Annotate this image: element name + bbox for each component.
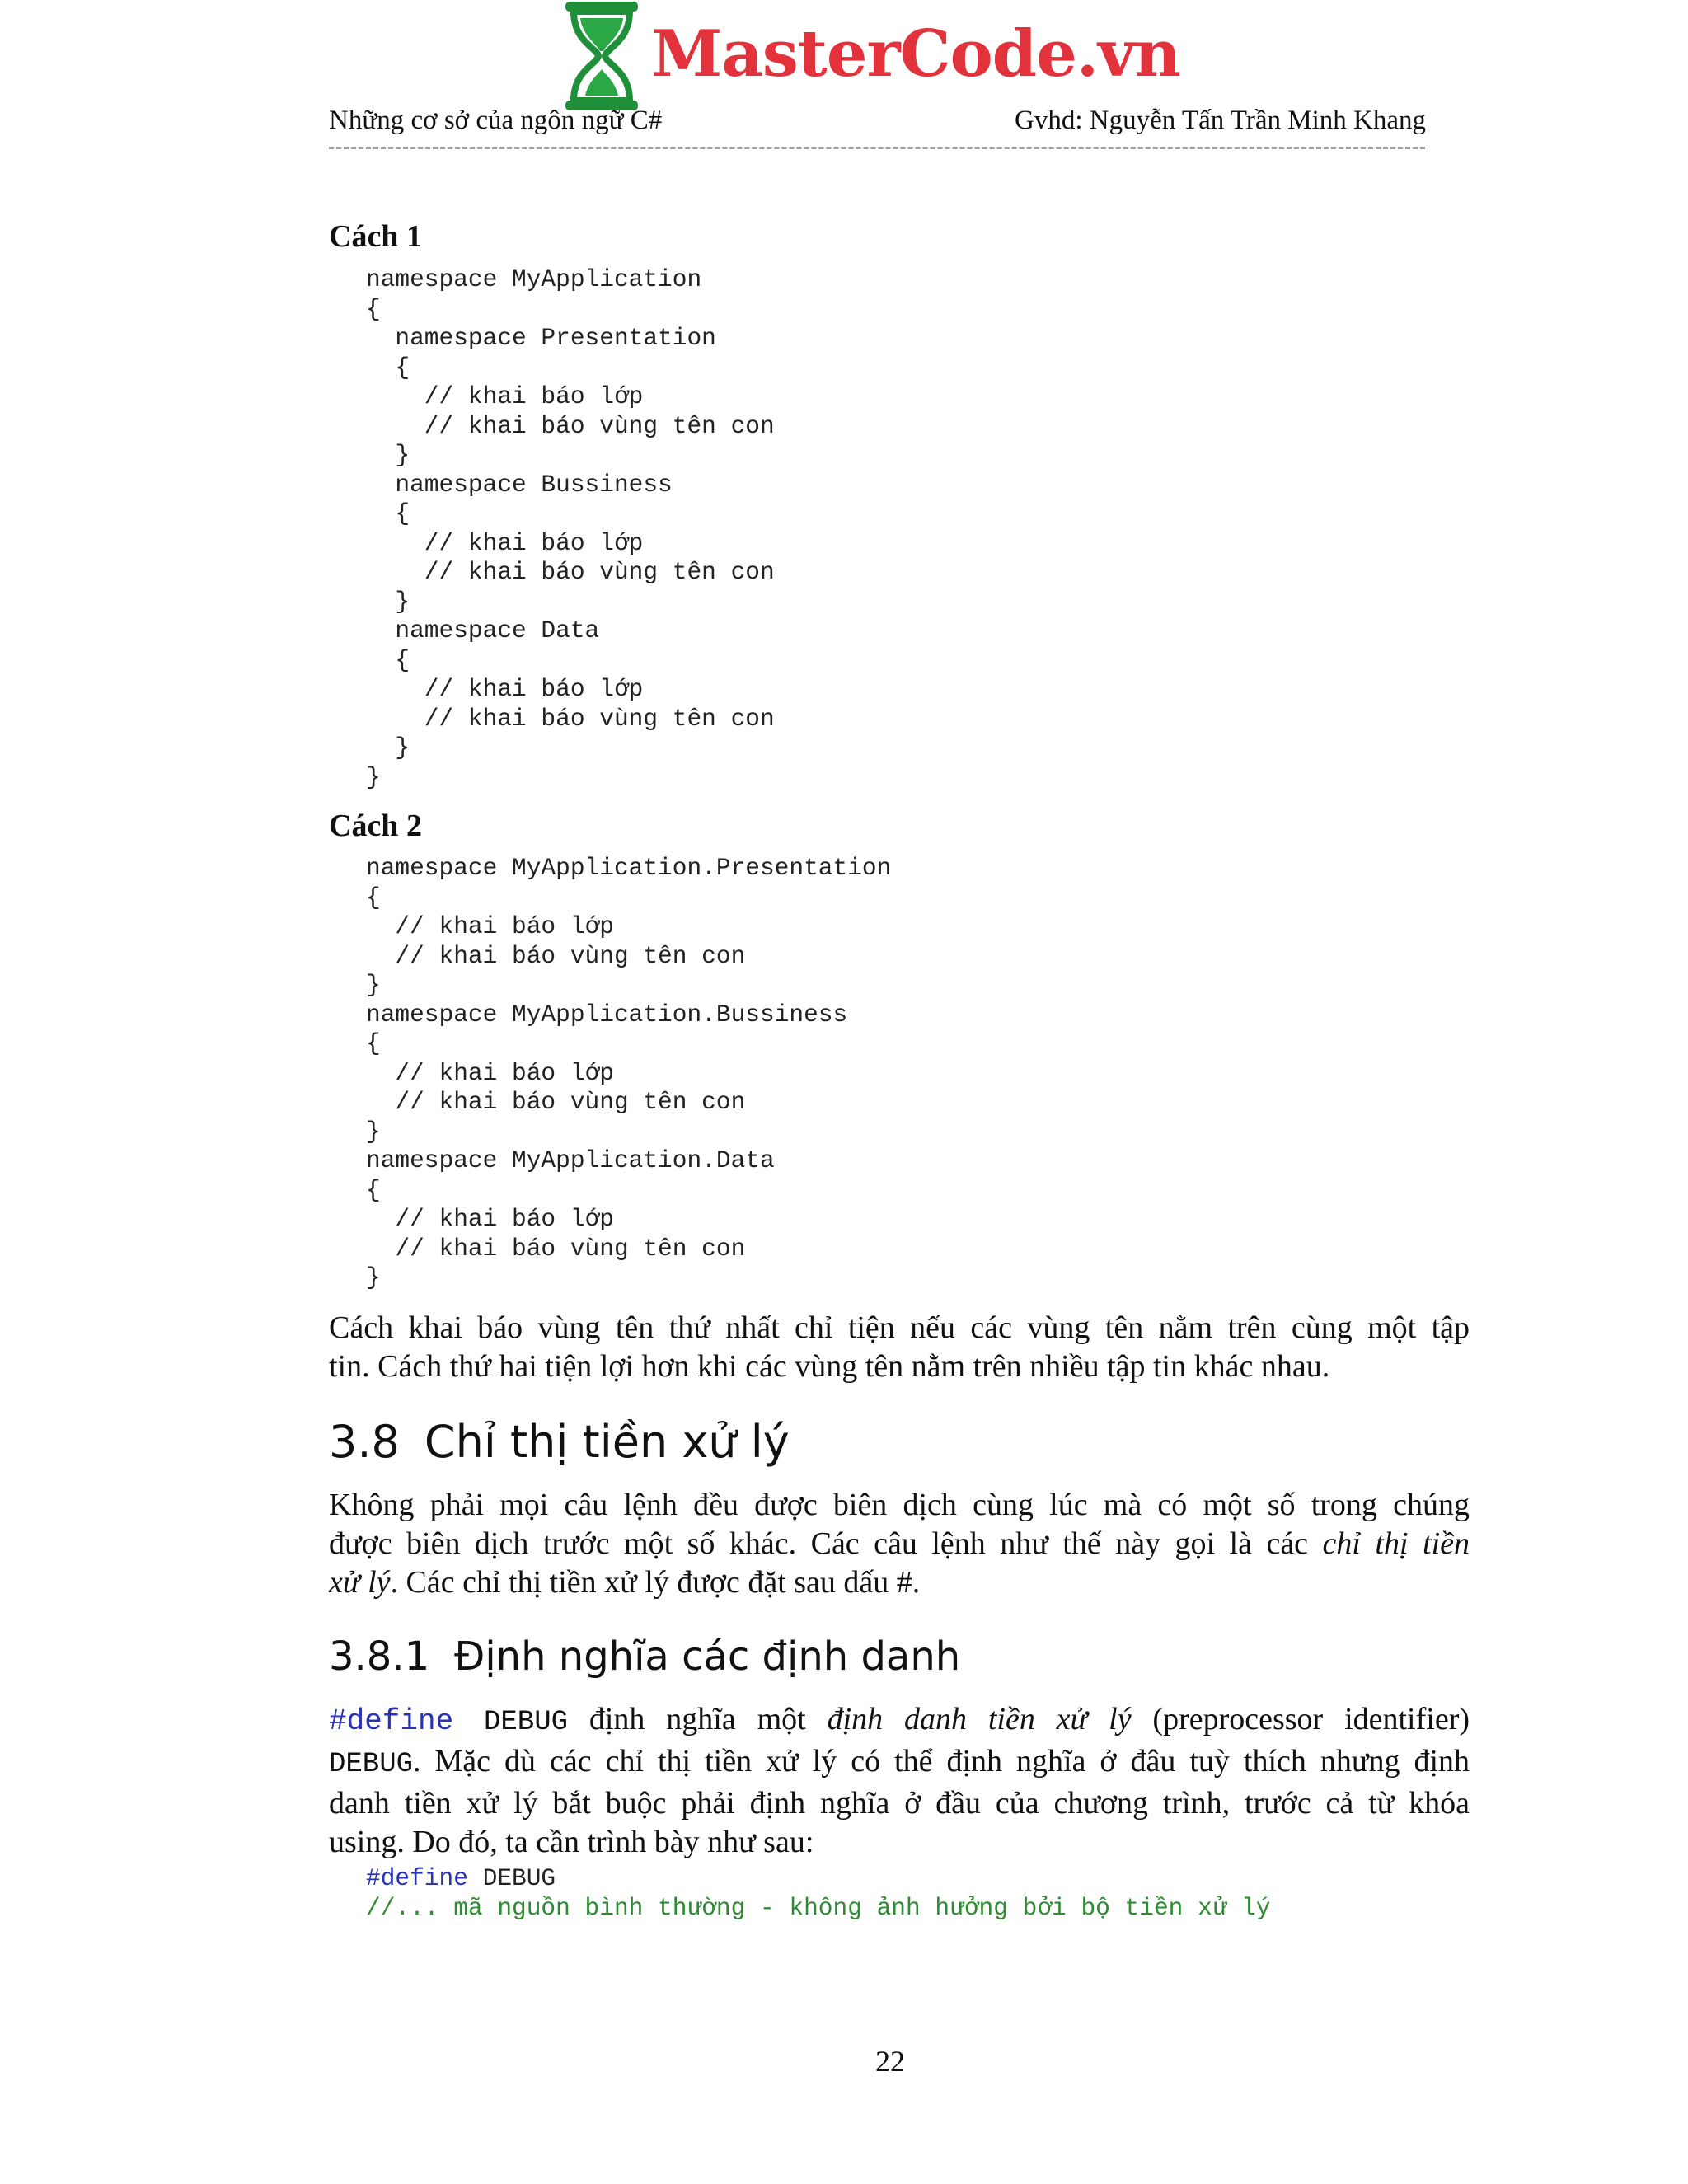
- code-line: namespace Presentation: [395, 324, 716, 352]
- header-divider: [329, 147, 1425, 149]
- section-title: Định nghĩa các định danh: [454, 1633, 961, 1680]
- text-run: . Mặc dù các chỉ thị tiền xử lý có thể định nghĩa ở đâu tuỳ thích nhưng định: [413, 1744, 1470, 1779]
- code-line: // khai báo vùng tên con: [424, 704, 775, 733]
- code-line: }: [395, 441, 410, 469]
- code-line: namespace MyApplication: [366, 265, 702, 293]
- text-line: Không phải mọi câu lệnh đều được biên dịch cùng lúc mà có một số trong chúng: [329, 1488, 1470, 1522]
- code-comment: //... mã nguồn bình thường - không ảnh hưởng bởi bộ tiền xử lý: [366, 1893, 1271, 1922]
- code-line: {: [366, 294, 381, 323]
- text-line: [329, 1563, 1470, 1602]
- identifier: DEBUG: [467, 1864, 556, 1892]
- text-run: định nghĩa một: [568, 1702, 828, 1736]
- code-line: namespace MyApplication.Data: [366, 1146, 775, 1174]
- code-line: // khai báo vùng tên con: [395, 1234, 746, 1263]
- code-line: namespace MyApplication.Presentation: [366, 854, 892, 882]
- text-line: [329, 1525, 1470, 1563]
- emphasis-text: xử lý: [329, 1565, 391, 1600]
- define-keyword: #define: [329, 1704, 454, 1738]
- emphasis-text: định danh tiền xử lý: [827, 1702, 1132, 1736]
- code-line: }: [395, 733, 410, 762]
- text-line: danh tiền xử lý bắt buộc phải định nghĩa ở đầu của chương trình, trước cả từ khóa: [329, 1786, 1470, 1821]
- code-line: {: [366, 883, 381, 912]
- logo: [560, 0, 1181, 115]
- text-run: (preprocessor identifier): [1131, 1702, 1470, 1736]
- code-line: // khai báo vùng tên con: [424, 411, 775, 440]
- section-heading-cach-1: Cách 1: [329, 219, 422, 254]
- code-line: namespace Bussiness: [395, 470, 673, 499]
- code-line: // khai báo lớp: [395, 912, 614, 940]
- identifier: DEBUG: [453, 1707, 569, 1738]
- code-line: // khai báo lớp: [424, 675, 644, 703]
- code-line: // khai báo lớp: [395, 1205, 614, 1233]
- logo-text: MasterCode.vn: [651, 16, 1181, 91]
- section-heading-3-8-1: [329, 1633, 960, 1680]
- section-number: 3.8: [329, 1416, 400, 1468]
- code-line: // khai báo lớp: [424, 528, 644, 557]
- paragraph-define-debug: [329, 1700, 1470, 1862]
- text-run: được biên dịch trước một số khác. Các câu lệnh như thế này gọi là các: [329, 1526, 1323, 1561]
- paragraph-preprocessor-intro: [329, 1486, 1470, 1602]
- code-line: // khai báo vùng tên con: [424, 558, 775, 586]
- code-block-cach-2: [366, 854, 891, 1293]
- hourglass-icon: [560, 0, 643, 112]
- text-run: . Các chỉ thị tiền xử lý được đặt sau dấu #.: [390, 1565, 921, 1600]
- code-line: {: [395, 499, 410, 527]
- section-number: 3.8.1: [329, 1633, 430, 1680]
- emphasis-text: chỉ thị tiền: [1322, 1526, 1470, 1561]
- code-line: }: [395, 587, 410, 616]
- paragraph-namespace-comparison: [329, 1309, 1470, 1386]
- header-chapter-title: Những cơ sở của ngôn ngữ C#: [329, 105, 663, 135]
- header-instructor: Gvhd: Nguyễn Tấn Trần Minh Khang: [1015, 105, 1426, 135]
- code-block-cach-1: [366, 265, 775, 792]
- code-line: // khai báo lớp: [395, 1058, 614, 1087]
- code-line: {: [395, 645, 410, 674]
- section-title: Chỉ thị tiền xử lý: [424, 1416, 790, 1468]
- code-line: {: [395, 353, 410, 382]
- code-line: {: [366, 1029, 381, 1057]
- text-line: [329, 1742, 1470, 1784]
- text-line: [329, 1700, 1470, 1742]
- section-heading-3-8: [329, 1416, 790, 1468]
- code-line: }: [366, 971, 381, 999]
- code-line: }: [366, 1117, 381, 1146]
- code-line: // khai báo vùng tên con: [395, 1088, 746, 1116]
- code-line: // khai báo lớp: [424, 382, 644, 410]
- code-line: // khai báo vùng tên con: [395, 941, 746, 970]
- page-number: 22: [875, 2045, 905, 2078]
- text-line: tin. Cách thứ hai tiện lợi hơn khi các vùng tên nằm trên nhiều tập tin khác nhau.: [329, 1349, 1330, 1384]
- text-line: using. Do đó, ta cần trình bày như sau:: [329, 1825, 814, 1859]
- code-line: }: [366, 762, 381, 791]
- code-line: namespace Data: [395, 616, 600, 644]
- section-heading-cach-2: Cách 2: [329, 808, 422, 843]
- define-keyword: #define: [366, 1864, 468, 1892]
- code-block-define-example: [366, 1864, 1271, 1923]
- code-line: namespace MyApplication.Bussiness: [366, 1000, 848, 1029]
- code-line: }: [366, 1263, 381, 1291]
- text-line: Cách khai báo vùng tên thứ nhất chỉ tiện nếu các vùng tên nằm trên cùng một tập: [329, 1310, 1470, 1345]
- code-line: {: [366, 1175, 381, 1204]
- identifier: DEBUG: [329, 1749, 414, 1780]
